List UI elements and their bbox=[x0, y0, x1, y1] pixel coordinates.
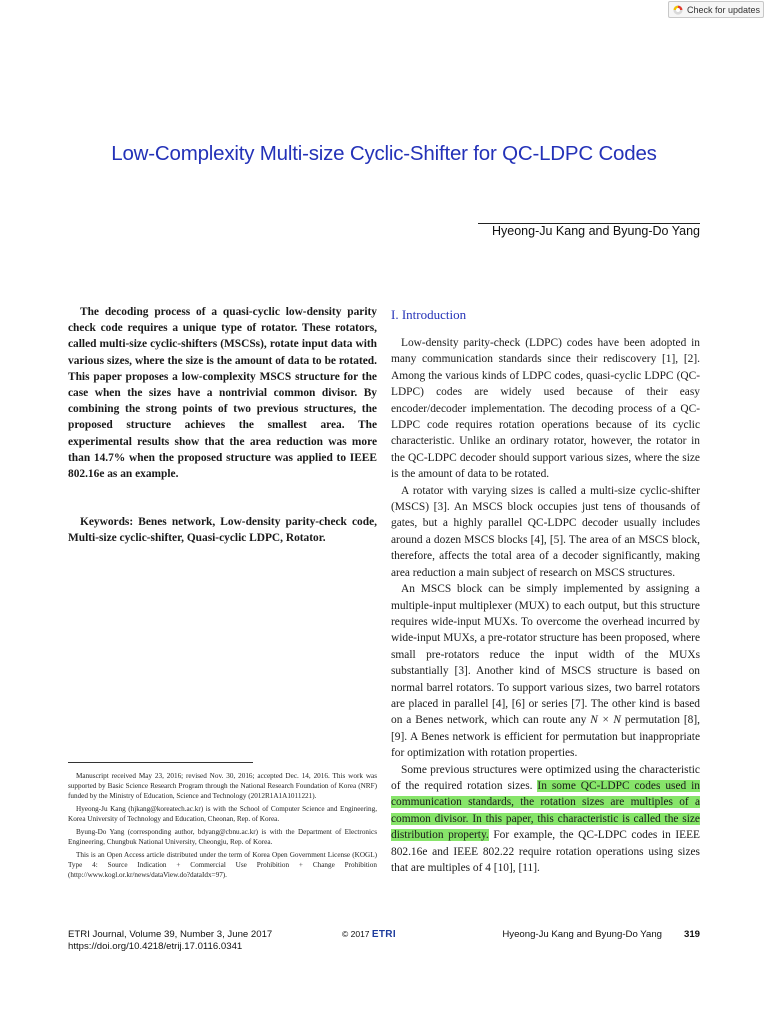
footnote-manuscript: Manuscript received May 23, 2016; revised Nov. 30, 2016; accepted Dec. 14, 2016. This work was supported by Basic Science Research Program through the National Research Foundation of Korea (NRF) funded by the Ministry of Education, Science and Technology (2012R1A1A1011221). bbox=[68, 772, 377, 800]
paper-title: Low-Complexity Multi-size Cyclic-Shifter for QC-LDPC Codes bbox=[111, 142, 657, 165]
footnotes bbox=[68, 771, 377, 883]
footnote-divider bbox=[68, 762, 253, 763]
check-for-updates-label: Check for updates bbox=[687, 4, 761, 15]
footnote-author-2: Byung-Do Yang (corresponding author, bdyang@cbnu.ac.kr) is with the Department of Electronics Engineering, Chungbuk National University, Cheongju, Rep. of Korea. bbox=[68, 828, 377, 846]
footer-copyright-text: © 2017 bbox=[342, 929, 370, 939]
page-number: 319 bbox=[683, 929, 700, 940]
footer-journal: ETRI Journal, Volume 39, Number 3, June 2017 bbox=[68, 929, 273, 940]
footer-copyright bbox=[342, 929, 396, 940]
highlighted-text: In some QC-LDPC codes used in communication standards, the rotation sizes are multiples of a common divisor. In this paper, this characteristic is called the size distribution property. bbox=[391, 779, 700, 842]
footer-authors: Hyeong-Ju Kang and Byung-Do Yang bbox=[502, 929, 662, 940]
paragraph-4 bbox=[391, 762, 700, 877]
etri-logo: ETRI bbox=[371, 929, 396, 940]
author-line: Hyeong-Ju Kang and Byung-Do Yang bbox=[491, 224, 700, 238]
footnote-license: This is an Open Access article distributed under the term of Korea Open Government License (KOGL) Type 4: Source Indication + Commercial Use Prohibition + Change Prohibition (http://www.kogl.or.kr/news/dataView.do?dataIdx=97). bbox=[68, 851, 377, 879]
paragraph-3 bbox=[391, 581, 700, 761]
abstract: The decoding process of a quasi-cyclic low-density parity check code requires a unique type of rotator. These rotators, called multi-size cyclic-shifters (MSCSs), rotate input data with various sizes, where the size is the amount of data to be rotated. This paper proposes a low-complexity MSCS structure for the case when the sizes have a nontrivial common divisor. By combining the strong points of two previous structures, the proposed structure achieves the smallest area. The experimental results show that the area reduction was more than 14.7% when the proposed structure was applied to IEEE 802.16e as an example. bbox=[68, 306, 377, 481]
keywords: Keywords: Benes network, Low-density parity-check code, Multi-size cyclic-shifter, Quasi-cyclic LDPC, Rotator. bbox=[68, 516, 377, 545]
body-text bbox=[391, 335, 700, 876]
section-heading: I. Introduction bbox=[391, 307, 467, 322]
paragraph-4-part-2: For example, the QC-LDPC codes in IEEE 802.16e and IEEE 802.22 require rotation operations using sizes that are multiples of 4 [10], [11]. bbox=[391, 829, 700, 874]
footer-doi-link[interactable]: https://doi.org/10.4218/etrij.17.0116.0341 bbox=[68, 941, 243, 952]
check-for-updates-badge[interactable] bbox=[668, 1, 764, 18]
footnote-author-1: Hyeong-Ju Kang (hjkang@koreatech.ac.kr) is with the School of Computer Science and Engineering, Korea University of Technology and Education, Cheonan, Rep. of Korea. bbox=[68, 805, 377, 823]
paragraph-3-part-1: An MSCS block can be simply implemented by assigning a multiple-input multiplexer (MUX) to each output, but this structure requires wide-input MUXs. To overcome the overhead incurred by wide-input MUXs, a pre-rotator structure has been proposed, where small pre-rotators reduce the input width of the MUXs substantially [3]. Another kind of MSCS structure is based on normal barrel rotators. To support various sizes, two barrel rotators are placed in parallel [4], [6] or series [7]. The other kind is based on a Benes network, which can route any bbox=[391, 583, 700, 727]
paragraph-1: Low-density parity-check (LDPC) codes have been adopted in many communication standards since their rediscovery [1], [2]. Among the various kinds of LDPC codes, quasi-cyclic LDPC (QC-LDPC) codes are widely used because of their easy encoder/decoder implementation. The decoding process of a QC-LDPC code requires rotation operations because of its cyclic characteristic. Unlike an ordinary rotator, however, the rotator in the QC-LDPC decoder should support various sizes, where the size is the amount of data to be rotated. bbox=[391, 337, 700, 481]
crossmark-icon bbox=[673, 5, 683, 15]
page-footer bbox=[68, 925, 700, 955]
paragraph-4-part-1: Some previous structures were optimized using the characteristic of the required rotation sizes. bbox=[391, 763, 700, 792]
math-n-by-n: N × N bbox=[590, 714, 621, 727]
paragraph-3-part-2: permutation [8], [9]. A Benes network is efficient for permutation but inappropriate for optimization with rotation properties. bbox=[391, 714, 700, 760]
paragraph-2: A rotator with varying sizes is called a multi-size cyclic-shifter (MSCS) [3]. An MSCS block occupies just tens of thousands of gates, but a highly parallel QC-LDPC decoder usually includes around a dozen MSCS blocks [4], [5]. The area of an MSCS block, therefore, affects the total area of a decoder significantly, making area reduction a main subject of research on MSCS structures. bbox=[391, 484, 700, 579]
